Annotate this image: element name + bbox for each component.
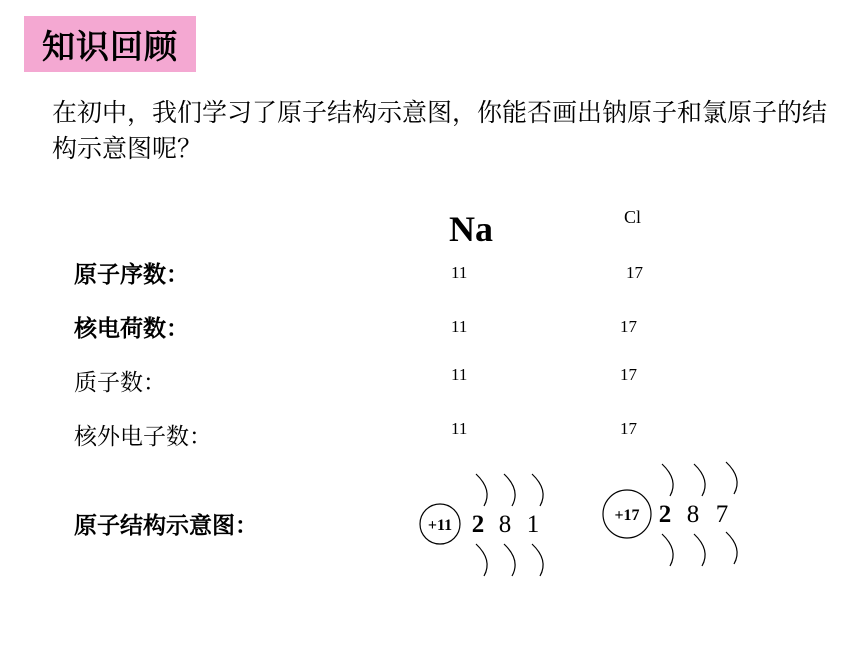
cl-nucleus-circle (603, 490, 651, 538)
cl-nuclear-charge: 17 (620, 317, 637, 336)
cl-arc-top-2 (694, 464, 705, 496)
na-arc-bottom-2 (504, 544, 515, 576)
na-nucleus-circle (420, 504, 460, 544)
cl-electron-count: 17 (620, 419, 637, 438)
na-arc-bottom-1 (476, 544, 487, 576)
cl-shell-2: 8 (686, 501, 700, 528)
na-atom-diagram (420, 474, 543, 576)
row-label-nuclear-charge: 核电荷数： (74, 316, 189, 342)
intro-text: 在初中，我们学习了原子结构示意图，你能否画出钠原子和氯原子的结构示意图呢？ (52, 98, 828, 163)
cl-arc-bottom-3 (726, 532, 737, 564)
cl-atomic-number: 17 (626, 263, 643, 282)
cl-proton-count: 17 (620, 365, 637, 384)
na-atomic-number: 11 (451, 263, 468, 282)
na-arc-bottom-3 (532, 544, 543, 576)
cl-arc-bottom-2 (694, 534, 705, 566)
na-arc-top-2 (504, 474, 515, 506)
cl-symbol: Cl (624, 207, 642, 227)
na-nuclear-charge: 11 (451, 317, 468, 336)
row-label-structure-diagram: 原子结构示意图： (74, 513, 258, 539)
cl-arc-top-1 (662, 464, 673, 496)
na-nucleus-charge: +11 (427, 517, 453, 534)
na-shell-1: 2 (471, 511, 485, 538)
heading-box (24, 16, 196, 72)
cl-shell-1: 2 (658, 501, 672, 528)
cl-shell-3: 7 (715, 501, 729, 528)
cl-arc-bottom-1 (662, 534, 673, 566)
na-arc-top-3 (532, 474, 543, 506)
na-shell-2: 8 (498, 511, 512, 538)
cl-arc-top-3 (726, 462, 737, 494)
na-symbol: Na (449, 209, 493, 249)
row-label-proton-count: 质子数： (74, 370, 166, 396)
row-label-atomic-number: 原子序数： (74, 262, 189, 288)
row-label-electron-count: 核外电子数： (74, 424, 212, 450)
na-electron-count: 11 (451, 419, 468, 438)
cl-atom-diagram (603, 462, 737, 566)
na-shell-3: 1 (526, 511, 540, 538)
cl-nucleus-charge: +17 (614, 507, 640, 524)
heading: 知识回顾 (42, 26, 178, 66)
na-proton-count: 11 (451, 365, 468, 384)
na-arc-top-1 (476, 474, 487, 506)
